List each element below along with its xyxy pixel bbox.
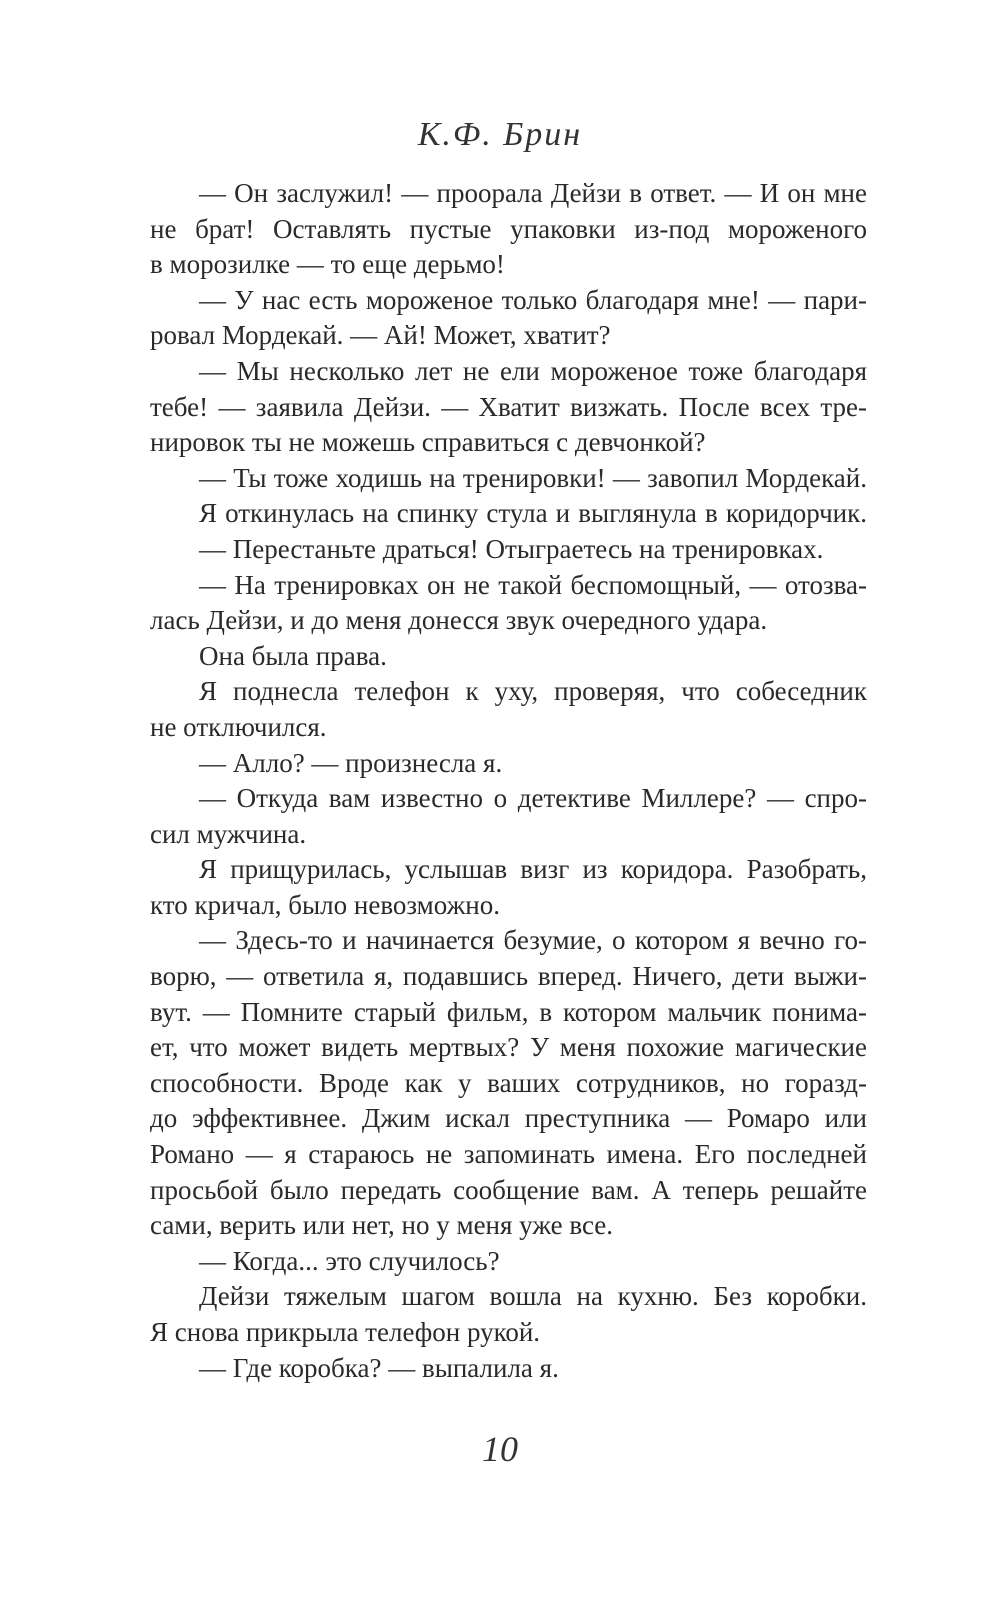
text-line: ровал Мордекай. — Ай! Может, хватит? [150,320,611,351]
text-line: — У нас есть мороженое только благодаря мне! — пари- [199,284,867,315]
text-line: Я откинулась на спинку стула и выглянула в коридорчик. [199,498,867,529]
text-line: — Перестаньте драться! Отыграетесь на тренировках. [199,533,824,564]
text-line: тебе! — заявила Дейзи. — Хватит визжать. После всех тре- [150,391,867,422]
text-line: до эффективнее. Джим искал преступника — Ромаро или [150,1103,867,1134]
text-line: не брат! Оставлять пустые упаковки из-под мороженого [150,213,867,244]
text-line: способности. Вроде как у ваших сотрудников, но горазд- [150,1067,867,1098]
text-line: нировок ты не можешь справиться с девчонкой? [150,427,706,458]
running-head-author: К.Ф. Брин [417,116,583,153]
text-line: — Ты тоже ходишь на тренировки! — завопил Мордекай. [199,462,867,493]
text-line: — Мы несколько лет не ели мороженое тоже благодаря [199,355,867,386]
text-line: — Он заслужил! — проорала Дейзи в ответ. — И он мне [199,178,867,208]
text-line: кто кричал, было невозможно. [150,889,500,920]
text-line: не отключился. [150,711,327,742]
text-line: — Откуда вам известно о детективе Миллере? — спро- [199,783,867,814]
text-line: Я прищурилась, услышав визг из коридора. Разобрать, [199,854,867,885]
body-text [150,176,867,1386]
text-line: в морозилке — то еще дерьмо! [150,249,505,280]
text-line: лась Дейзи, и до меня донесся звук очередного удара. [150,605,768,636]
text-line: ворю, — ответила я, подавшись вперед. Ничего, дети выжи- [150,961,867,992]
text-line: Я снова прикрыла телефон рукой. [150,1317,541,1347]
text-line: — Где коробка? — выпалила я. [199,1352,559,1383]
text-line: — На тренировках он не такой беспомощный, — отозва- [199,569,867,600]
text-line: просьбой было передать сообщение вам. А теперь решайте [150,1174,867,1205]
text-line: — Когда... это случилось? [199,1245,500,1276]
text-line: — Здесь-то и начинается безумие, о котором я вечно го- [199,925,867,956]
text-line: — Алло? — произнесла я. [199,747,503,778]
text-line: сил мужчина. [150,818,307,849]
text-line: ет, что может видеть мертвых? У меня похожие магические [150,1032,867,1063]
text-line: Романо — я стараюсь не запоминать имена. Его последней [150,1139,867,1170]
text-line: вут. — Помните старый фильм, в котором мальчик понима- [150,996,867,1027]
page-number: 10 [482,1429,518,1469]
text-line: Я поднесла телефон к уху, проверяя, что собеседник [199,676,867,707]
text-line: сами, верить или нет, но у меня уже все. [150,1210,613,1241]
text-line: Она была права. [199,640,387,671]
text-line: Дейзи тяжелым шагом вошла на кухню. Без коробки. [199,1281,867,1312]
